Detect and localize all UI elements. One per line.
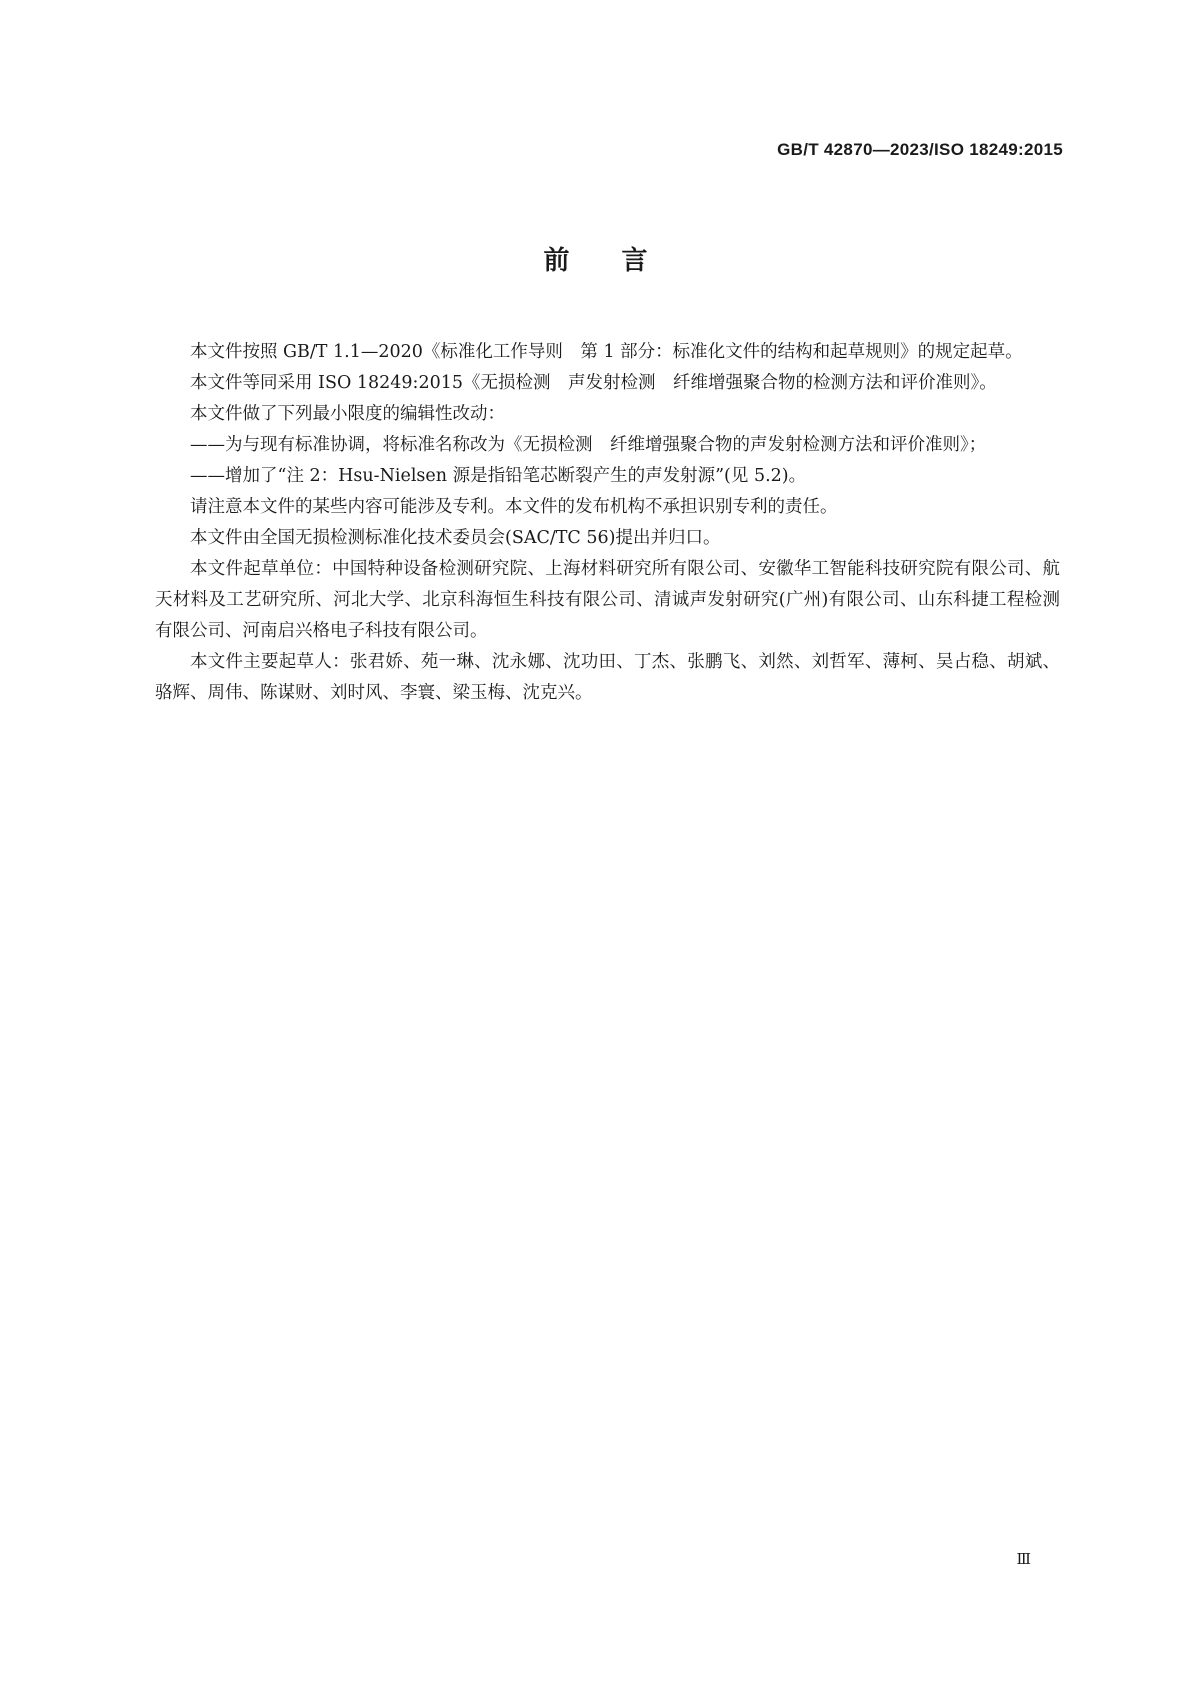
page-number: Ⅲ [1016, 1550, 1031, 1568]
foreword-body [155, 337, 1060, 709]
paragraph-patent-notice: 请注意本文件的某些内容可能涉及专利。本文件的发布机构不承担识别专利的责任。 [190, 497, 838, 517]
paragraph-drafting-rules: 本文件按照 GB/T 1.1—2020《标准化工作导则 第 1 部分：标准化文件的结构和起草规则》的规定起草。 [190, 342, 1023, 362]
change-item-title: ——为与现有标准协调，将标准名称改为《无损检测 纤维增强聚合物的声发射检测方法和评价准则》； [190, 435, 987, 455]
paragraph-drafters: 本文件主要起草人：张君娇、苑一琳、沈永娜、沈功田、丁杰、张鹏飞、刘然、刘哲军、薄柯、吴占稳、胡斌、骆辉、周伟、陈谋财、刘时风、李寰、梁玉梅、沈克兴。 [155, 652, 1060, 703]
standard-code: GB/T 42870—2023/ISO 18249:2015 [777, 140, 1063, 159]
paragraph-committee: 本文件由全国无损检测标准化技术委员会(SAC/TC 56)提出并归口。 [190, 528, 721, 548]
paragraph-adoption: 本文件等同采用 ISO 18249:2015《无损检测 声发射检测 纤维增强聚合物的检测方法和评价准则》。 [190, 373, 997, 393]
page-title: 前言 [543, 246, 700, 276]
paragraph-changes-intro: 本文件做了下列最小限度的编辑性改动： [190, 404, 505, 424]
paragraph-drafting-units: 本文件起草单位：中国特种设备检测研究院、上海材料研究所有限公司、安徽华工智能科技研究院有限公司、航天材料及工艺研究所、河北大学、北京科海恒生科技有限公司、清诚声发射研究(广州)有限公司、山东科捷工程检测有限公司、河南启兴格电子科技有限公司。 [155, 559, 1060, 641]
change-item-note: ——增加了“注 2：Hsu-Nielsen 源是指铅笔芯断裂产生的声发射源”(见 5.2)。 [190, 466, 807, 486]
